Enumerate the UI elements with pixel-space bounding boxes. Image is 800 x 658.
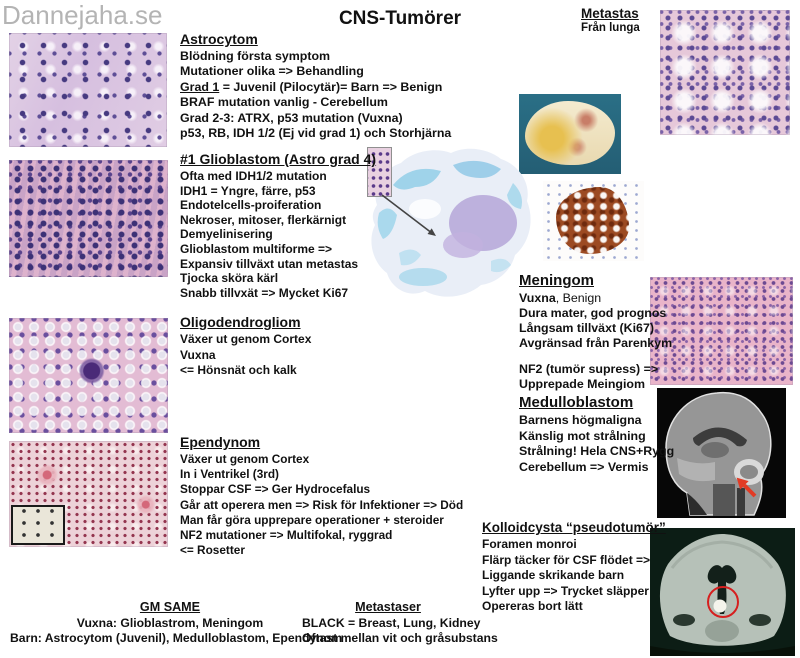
kolloidcysta-line: Opereras bort lätt bbox=[482, 599, 583, 613]
ependynom-line: In i Ventrikel (3rd) bbox=[180, 467, 279, 482]
section-ependynom bbox=[180, 434, 463, 558]
section-metastas bbox=[581, 6, 640, 36]
meningom-segment: Vuxna bbox=[519, 291, 556, 305]
glioblastom-line: Endotelcells-proiferation bbox=[180, 198, 322, 213]
section-meningom bbox=[519, 272, 672, 392]
ependymoma-inset-image bbox=[11, 505, 65, 545]
metastaser-line: BLACK = Breast, Lung, Kidney bbox=[302, 616, 481, 630]
glioblastom-line: Glioblastom multiforme => bbox=[180, 241, 333, 256]
astrocytom-heading: Astrocytom bbox=[180, 31, 258, 47]
oligodendroglioma-histology-image bbox=[9, 318, 168, 433]
meningom-line: Dura mater, god prognos bbox=[519, 306, 667, 320]
astrocytom-line: Grad 2-3: ATRX, p53 mutation (Vuxna) bbox=[180, 110, 403, 125]
astrocytom-line: Mutationer olika => Behandling bbox=[180, 64, 364, 79]
section-astrocytom bbox=[180, 31, 451, 141]
ependynom-line: Stoppar CSF => Ger Hydrocefalus bbox=[180, 482, 371, 497]
kolloidcysta-line: Flärp täcker för CSF flödet => bbox=[482, 552, 651, 567]
sagittal-mri-image bbox=[657, 388, 786, 518]
glioblastoma-histology-image bbox=[9, 160, 168, 277]
gm_same-line: Vuxna: Glioblastrom, Meningom bbox=[76, 616, 264, 630]
ependynom-heading: Ependynom bbox=[180, 434, 261, 450]
meningom-line bbox=[519, 291, 672, 306]
astrocytom-line: BRAF mutation vanlig - Cerebellum bbox=[180, 95, 388, 110]
medulloblastom-line: Cerebellum => Vermis bbox=[519, 459, 649, 474]
ependynom-line: Går att operera men => Risk för Infektioner => Död bbox=[180, 497, 464, 512]
meningom-line: NF2 (tumör supress) => bbox=[519, 362, 659, 376]
meningom-line: Avgränsad från Parenkym bbox=[519, 336, 673, 350]
ependynom-line: Man får göra upprepare operationer + steroider bbox=[180, 512, 444, 527]
lung-metastasis-histology-image bbox=[660, 10, 790, 135]
ependymoma-histology-image bbox=[9, 441, 168, 547]
glioblastom-line: Snabb tillvxät => Mycket Ki67 bbox=[180, 285, 349, 300]
oligodendrogliom-heading: Oligodendrogliom bbox=[180, 314, 301, 330]
metastas_top-line: Från lunga bbox=[581, 22, 640, 34]
brain-slice-shape bbox=[525, 101, 615, 165]
oligodendrogliom-line: <= Hönsnät och kalk bbox=[180, 363, 297, 377]
kolloidcysta-heading: Kolloidcysta “pseudotumör” bbox=[482, 520, 666, 535]
astrocytoma-histology-image bbox=[9, 33, 167, 147]
glioblastom-line: Expansiv tillväxt utan metastas bbox=[180, 256, 359, 271]
meningom-line: Upprepade Meingiom bbox=[519, 377, 645, 391]
metastaser-line: Oftast mellan vit och gråsubstans bbox=[302, 631, 498, 645]
oligodendrogliom-line: Växer ut genom Cortex bbox=[180, 332, 312, 346]
glioblastom-line: Ofta med IDH1/2 mutation bbox=[180, 169, 327, 183]
section-medulloblastom bbox=[519, 394, 674, 475]
section-oligodendrogliom bbox=[180, 314, 311, 379]
section-glioblastom bbox=[180, 151, 376, 300]
meningom-heading: Meningom bbox=[519, 272, 594, 289]
gm_same-line: Barn: Astrocytom (Juvenil), Medulloblastom, Ependynom bbox=[10, 631, 343, 645]
gm_same-heading: GM SAME bbox=[139, 600, 201, 614]
astrocytom-line: Blödning första symptom bbox=[180, 49, 331, 63]
coronal-mri-image bbox=[650, 528, 795, 656]
kolloidcysta-line: Lyfter upp => Trycket släpper bbox=[482, 583, 649, 598]
metastaser-heading: Metastaser bbox=[355, 600, 421, 614]
meningom-segment: , Benign bbox=[555, 291, 602, 305]
ependynom-line: <= Rosetter bbox=[180, 543, 245, 558]
astrocytom-segment: Grad 1 bbox=[180, 79, 220, 94]
oligodendrogliom-line: Vuxna bbox=[180, 347, 216, 362]
glioblastom-line: IDH1 = Yngre, färre, p53 bbox=[180, 183, 316, 198]
ihc-stain-blob bbox=[556, 187, 629, 254]
section-kolloidcysta bbox=[482, 520, 666, 615]
medulloblastom-line: Barnens högmaligna bbox=[519, 413, 642, 427]
kolloidcysta-line: Liggande skrikande barn bbox=[482, 568, 625, 582]
pointer-arrow-icon bbox=[378, 192, 444, 242]
meningom-line: Långsam tillväxt (Ki67) bbox=[519, 321, 654, 335]
ependynom-line: Växer ut genom Cortex bbox=[180, 452, 310, 466]
meningom-line bbox=[519, 351, 672, 362]
medulloblastom-line: Strålning! Hela CNS+Rygg bbox=[519, 444, 675, 459]
astrocytom-segment: = Juvenil (Pilocytär)= Barn => Benign bbox=[219, 79, 443, 94]
medulloblastom-heading: Medulloblastom bbox=[519, 394, 634, 411]
astrocytom-line bbox=[180, 80, 451, 95]
medulloblastom-line: Känslig mot strålning bbox=[519, 428, 646, 443]
glioblastom-heading: #1 Glioblastom (Astro grad 4) bbox=[180, 151, 377, 167]
kolloidcysta-line: Foramen monroi bbox=[482, 537, 577, 551]
metastas_top-heading: Metastas bbox=[581, 6, 639, 21]
section-metastaser bbox=[302, 600, 498, 646]
astrocytom-line: p53, RB, IDH 1/2 (Ej vid grad 1) och Storhjärna bbox=[180, 126, 452, 141]
site-watermark: Dannejaha.se bbox=[2, 0, 163, 30]
section-gm-same bbox=[10, 600, 343, 646]
glioblastom-line: Demyelinisering bbox=[180, 227, 273, 242]
ihc-brown-stain-image bbox=[543, 181, 644, 261]
ependynom-line: NF2 mutationer => Multifokal, ryggrad bbox=[180, 528, 393, 543]
glioblastom-line: Tjocka sköra kärl bbox=[180, 271, 279, 286]
glioblastom-line: Nekroser, mitoser, flerkärnigt bbox=[180, 212, 347, 227]
page-title: CNS-Tumörer bbox=[338, 8, 462, 29]
